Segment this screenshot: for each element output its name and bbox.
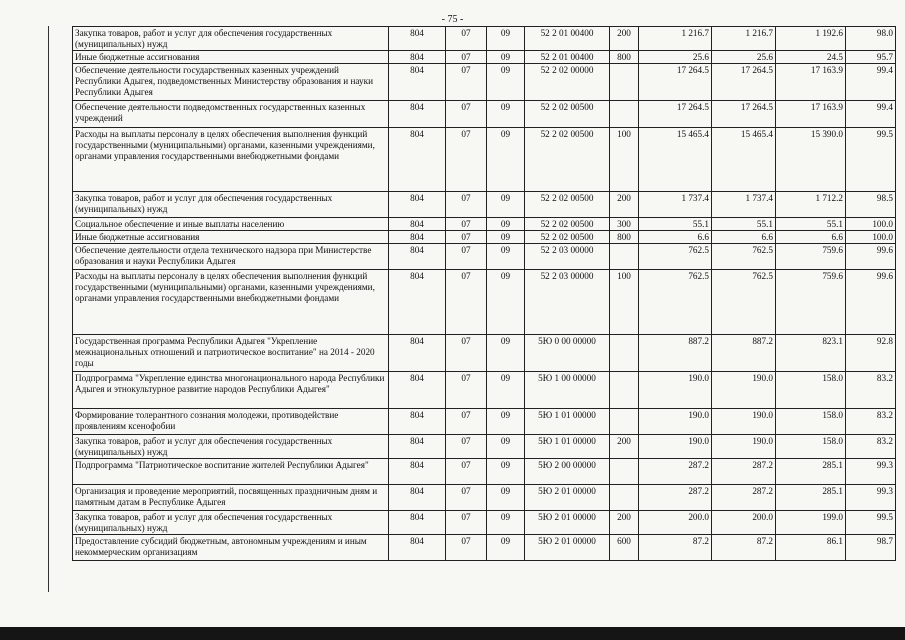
row-amended-amount: 55.1 bbox=[712, 218, 776, 231]
row-target-code: 5Ю 2 01 00000 bbox=[525, 535, 610, 561]
row-percent: 99.3 bbox=[846, 485, 896, 511]
row-percent: 98.0 bbox=[846, 27, 896, 51]
row-expense-type: 300 bbox=[610, 218, 639, 231]
row-ministry-code: 804 bbox=[389, 270, 446, 335]
row-percent: 99.4 bbox=[846, 64, 896, 101]
table-row bbox=[73, 435, 896, 459]
budget-table bbox=[72, 26, 896, 561]
row-amended-amount: 6.6 bbox=[712, 231, 776, 244]
row-target-code: 52 2 02 00500 bbox=[525, 231, 610, 244]
row-name: Формирование толерантного сознания молодежи, противодействие проявлениям ксенофобии bbox=[73, 409, 389, 435]
table-row bbox=[73, 101, 896, 128]
row-actual-amount: 759.6 bbox=[776, 270, 846, 335]
row-section-code: 07 bbox=[446, 64, 487, 101]
row-plan-amount: 15 465.4 bbox=[639, 128, 712, 192]
row-plan-amount: 190.0 bbox=[639, 409, 712, 435]
budget-table-body bbox=[73, 27, 896, 561]
row-name: Расходы на выплаты персоналу в целях обеспечения выполнения функций государственными (муниципальными) органами, казенными учреждениями, органами управления государственными внебюджетными фондами bbox=[73, 270, 389, 335]
table-row bbox=[73, 409, 896, 435]
table-row bbox=[73, 192, 896, 218]
row-percent: 99.5 bbox=[846, 128, 896, 192]
row-ministry-code: 804 bbox=[389, 511, 446, 535]
row-subsection-code: 09 bbox=[487, 372, 525, 409]
row-plan-amount: 87.2 bbox=[639, 535, 712, 561]
row-expense-type bbox=[610, 244, 639, 270]
row-ministry-code: 804 bbox=[389, 372, 446, 409]
left-margin-rule bbox=[48, 26, 49, 592]
row-percent: 98.7 bbox=[846, 535, 896, 561]
row-plan-amount: 1 737.4 bbox=[639, 192, 712, 218]
row-amended-amount: 762.5 bbox=[712, 270, 776, 335]
row-section-code: 07 bbox=[446, 511, 487, 535]
row-actual-amount: 199.0 bbox=[776, 511, 846, 535]
table-row bbox=[73, 335, 896, 372]
row-plan-amount: 200.0 bbox=[639, 511, 712, 535]
row-section-code: 07 bbox=[446, 231, 487, 244]
table-row bbox=[73, 459, 896, 485]
row-target-code: 5Ю 0 00 00000 bbox=[525, 335, 610, 372]
row-subsection-code: 09 bbox=[487, 409, 525, 435]
row-actual-amount: 1 192.6 bbox=[776, 27, 846, 51]
row-section-code: 07 bbox=[446, 459, 487, 485]
row-percent: 99.3 bbox=[846, 459, 896, 485]
table-row bbox=[73, 372, 896, 409]
row-amended-amount: 200.0 bbox=[712, 511, 776, 535]
row-ministry-code: 804 bbox=[389, 409, 446, 435]
row-amended-amount: 1 216.7 bbox=[712, 27, 776, 51]
row-plan-amount: 6.6 bbox=[639, 231, 712, 244]
row-section-code: 07 bbox=[446, 27, 487, 51]
row-name: Социальное обеспечение и иные выплаты населению bbox=[73, 218, 389, 231]
row-expense-type bbox=[610, 335, 639, 372]
row-name: Закупка товаров, работ и услуг для обеспечения государственных (муниципальных) нужд bbox=[73, 435, 389, 459]
row-ministry-code: 804 bbox=[389, 218, 446, 231]
row-actual-amount: 285.1 bbox=[776, 459, 846, 485]
row-expense-type: 200 bbox=[610, 511, 639, 535]
row-amended-amount: 1 737.4 bbox=[712, 192, 776, 218]
row-actual-amount: 759.6 bbox=[776, 244, 846, 270]
row-target-code: 52 2 02 00500 bbox=[525, 101, 610, 128]
row-actual-amount: 158.0 bbox=[776, 372, 846, 409]
row-target-code: 52 2 03 00000 bbox=[525, 270, 610, 335]
row-ministry-code: 804 bbox=[389, 231, 446, 244]
row-ministry-code: 804 bbox=[389, 51, 446, 64]
row-section-code: 07 bbox=[446, 128, 487, 192]
row-ministry-code: 804 bbox=[389, 459, 446, 485]
table-row bbox=[73, 535, 896, 561]
row-amended-amount: 25.6 bbox=[712, 51, 776, 64]
row-actual-amount: 6.6 bbox=[776, 231, 846, 244]
table-row bbox=[73, 27, 896, 51]
row-target-code: 5Ю 2 00 00000 bbox=[525, 459, 610, 485]
row-subsection-code: 09 bbox=[487, 459, 525, 485]
row-actual-amount: 55.1 bbox=[776, 218, 846, 231]
row-subsection-code: 09 bbox=[487, 192, 525, 218]
row-amended-amount: 17 264.5 bbox=[712, 101, 776, 128]
row-amended-amount: 887.2 bbox=[712, 335, 776, 372]
row-plan-amount: 887.2 bbox=[639, 335, 712, 372]
row-ministry-code: 804 bbox=[389, 535, 446, 561]
row-section-code: 07 bbox=[446, 218, 487, 231]
row-expense-type: 200 bbox=[610, 192, 639, 218]
row-plan-amount: 17 264.5 bbox=[639, 101, 712, 128]
row-actual-amount: 823.1 bbox=[776, 335, 846, 372]
row-amended-amount: 15 465.4 bbox=[712, 128, 776, 192]
row-actual-amount: 86.1 bbox=[776, 535, 846, 561]
row-percent: 99.5 bbox=[846, 511, 896, 535]
row-subsection-code: 09 bbox=[487, 511, 525, 535]
row-subsection-code: 09 bbox=[487, 51, 525, 64]
row-name: Расходы на выплаты персоналу в целях обеспечения выполнения функций государственными (муниципальными) органами, казенными учреждениями, органами управления государственными внебюджетными фондами bbox=[73, 128, 389, 192]
row-percent: 99.6 bbox=[846, 244, 896, 270]
row-name: Закупка товаров, работ и услуг для обеспечения государственных (муниципальных) нужд bbox=[73, 27, 389, 51]
row-target-code: 52 2 01 00400 bbox=[525, 51, 610, 64]
row-plan-amount: 287.2 bbox=[639, 459, 712, 485]
row-section-code: 07 bbox=[446, 409, 487, 435]
row-ministry-code: 804 bbox=[389, 128, 446, 192]
row-amended-amount: 287.2 bbox=[712, 459, 776, 485]
row-actual-amount: 17 163.9 bbox=[776, 64, 846, 101]
row-subsection-code: 09 bbox=[487, 101, 525, 128]
row-percent: 100.0 bbox=[846, 218, 896, 231]
row-section-code: 07 bbox=[446, 51, 487, 64]
row-expense-type: 800 bbox=[610, 51, 639, 64]
row-subsection-code: 09 bbox=[487, 231, 525, 244]
row-section-code: 07 bbox=[446, 372, 487, 409]
row-amended-amount: 190.0 bbox=[712, 372, 776, 409]
row-name: Организация и проведение мероприятий, посвященных праздничным дням и памятным датам в Республике Адыгея bbox=[73, 485, 389, 511]
row-target-code: 52 2 01 00400 bbox=[525, 27, 610, 51]
row-percent: 98.5 bbox=[846, 192, 896, 218]
row-expense-type bbox=[610, 64, 639, 101]
row-ministry-code: 804 bbox=[389, 64, 446, 101]
row-subsection-code: 09 bbox=[487, 435, 525, 459]
row-name: Подпрограмма "Укрепление единства многонационального народа Республики Адыгея и этнокультурное развитие народов Республики Адыгея" bbox=[73, 372, 389, 409]
row-plan-amount: 1 216.7 bbox=[639, 27, 712, 51]
table-row bbox=[73, 231, 896, 244]
row-percent: 95.7 bbox=[846, 51, 896, 64]
row-subsection-code: 09 bbox=[487, 27, 525, 51]
row-plan-amount: 190.0 bbox=[639, 435, 712, 459]
row-plan-amount: 55.1 bbox=[639, 218, 712, 231]
row-percent: 100.0 bbox=[846, 231, 896, 244]
table-row bbox=[73, 128, 896, 192]
row-target-code: 52 2 02 00500 bbox=[525, 192, 610, 218]
row-section-code: 07 bbox=[446, 244, 487, 270]
row-amended-amount: 287.2 bbox=[712, 485, 776, 511]
row-amended-amount: 762.5 bbox=[712, 244, 776, 270]
row-plan-amount: 287.2 bbox=[639, 485, 712, 511]
row-ministry-code: 804 bbox=[389, 485, 446, 511]
row-ministry-code: 804 bbox=[389, 244, 446, 270]
row-target-code: 5Ю 2 01 00000 bbox=[525, 485, 610, 511]
row-name: Предоставление субсидий бюджетным, автономным учреждениям и иным некоммерческим организациям bbox=[73, 535, 389, 561]
row-amended-amount: 190.0 bbox=[712, 409, 776, 435]
page-number: - 75 - bbox=[441, 14, 464, 25]
row-actual-amount: 1 712.2 bbox=[776, 192, 846, 218]
row-section-code: 07 bbox=[446, 270, 487, 335]
row-section-code: 07 bbox=[446, 435, 487, 459]
row-subsection-code: 09 bbox=[487, 64, 525, 101]
row-plan-amount: 25.6 bbox=[639, 51, 712, 64]
row-percent: 99.6 bbox=[846, 270, 896, 335]
row-name: Обеспечение деятельности отдела технического надзора при Министерстве образования и науки Республики Адыгея bbox=[73, 244, 389, 270]
row-actual-amount: 24.5 bbox=[776, 51, 846, 64]
row-plan-amount: 190.0 bbox=[639, 372, 712, 409]
row-name: Обеспечение деятельности подведомственных государственных казенных учреждений bbox=[73, 101, 389, 128]
row-name: Иные бюджетные ассигнования bbox=[73, 51, 389, 64]
row-expense-type bbox=[610, 101, 639, 128]
row-actual-amount: 158.0 bbox=[776, 435, 846, 459]
row-amended-amount: 17 264.5 bbox=[712, 64, 776, 101]
row-section-code: 07 bbox=[446, 335, 487, 372]
table-row bbox=[73, 64, 896, 101]
row-target-code: 5Ю 2 01 00000 bbox=[525, 511, 610, 535]
row-ministry-code: 804 bbox=[389, 335, 446, 372]
row-name: Закупка товаров, работ и услуг для обеспечения государственных (муниципальных) нужд bbox=[73, 511, 389, 535]
row-actual-amount: 158.0 bbox=[776, 409, 846, 435]
row-actual-amount: 285.1 bbox=[776, 485, 846, 511]
row-name: Государственная программа Республики Адыгея "Укрепление межнациональных отношений и патриотическое воспитание" на 2014 - 2020 годы bbox=[73, 335, 389, 372]
row-name: Обеспечение деятельности государственных казенных учреждений Республики Адыгея, подведомственных Министерству образования и науки Республики Адыгея bbox=[73, 64, 389, 101]
row-percent: 99.4 bbox=[846, 101, 896, 128]
row-section-code: 07 bbox=[446, 192, 487, 218]
row-target-code: 52 2 02 00000 bbox=[525, 64, 610, 101]
row-expense-type bbox=[610, 459, 639, 485]
row-expense-type: 100 bbox=[610, 270, 639, 335]
row-expense-type: 800 bbox=[610, 231, 639, 244]
row-target-code: 5Ю 1 01 00000 bbox=[525, 409, 610, 435]
row-expense-type bbox=[610, 372, 639, 409]
row-expense-type bbox=[610, 485, 639, 511]
table-row bbox=[73, 270, 896, 335]
row-percent: 83.2 bbox=[846, 435, 896, 459]
row-name: Закупка товаров, работ и услуг для обеспечения государственных (муниципальных) нужд bbox=[73, 192, 389, 218]
row-subsection-code: 09 bbox=[487, 535, 525, 561]
row-target-code: 52 2 02 00500 bbox=[525, 128, 610, 192]
row-name: Подпрограмма "Патриотическое воспитание жителей Республики Адыгея" bbox=[73, 459, 389, 485]
row-subsection-code: 09 bbox=[487, 335, 525, 372]
row-expense-type: 100 bbox=[610, 128, 639, 192]
row-subsection-code: 09 bbox=[487, 270, 525, 335]
row-expense-type: 600 bbox=[610, 535, 639, 561]
row-expense-type bbox=[610, 409, 639, 435]
row-ministry-code: 804 bbox=[389, 101, 446, 128]
row-amended-amount: 190.0 bbox=[712, 435, 776, 459]
row-subsection-code: 09 bbox=[487, 128, 525, 192]
table-row bbox=[73, 51, 896, 64]
row-target-code: 52 2 02 00500 bbox=[525, 218, 610, 231]
row-actual-amount: 17 163.9 bbox=[776, 101, 846, 128]
row-name: Иные бюджетные ассигнования bbox=[73, 231, 389, 244]
row-section-code: 07 bbox=[446, 101, 487, 128]
table-row bbox=[73, 244, 896, 270]
row-section-code: 07 bbox=[446, 485, 487, 511]
row-target-code: 52 2 03 00000 bbox=[525, 244, 610, 270]
table-row bbox=[73, 485, 896, 511]
row-percent: 92.8 bbox=[846, 335, 896, 372]
row-target-code: 5Ю 1 01 00000 bbox=[525, 435, 610, 459]
row-subsection-code: 09 bbox=[487, 244, 525, 270]
row-target-code: 5Ю 1 00 00000 bbox=[525, 372, 610, 409]
row-percent: 83.2 bbox=[846, 409, 896, 435]
table-row bbox=[73, 218, 896, 231]
row-expense-type: 200 bbox=[610, 27, 639, 51]
row-plan-amount: 762.5 bbox=[639, 270, 712, 335]
row-expense-type: 200 bbox=[610, 435, 639, 459]
row-subsection-code: 09 bbox=[487, 218, 525, 231]
row-plan-amount: 17 264.5 bbox=[639, 64, 712, 101]
row-actual-amount: 15 390.0 bbox=[776, 128, 846, 192]
table-row bbox=[73, 511, 896, 535]
row-section-code: 07 bbox=[446, 535, 487, 561]
row-plan-amount: 762.5 bbox=[639, 244, 712, 270]
row-percent: 83.2 bbox=[846, 372, 896, 409]
row-ministry-code: 804 bbox=[389, 192, 446, 218]
row-subsection-code: 09 bbox=[487, 485, 525, 511]
row-ministry-code: 804 bbox=[389, 435, 446, 459]
row-ministry-code: 804 bbox=[389, 27, 446, 51]
row-amended-amount: 87.2 bbox=[712, 535, 776, 561]
scan-bottom-edge bbox=[0, 627, 905, 640]
